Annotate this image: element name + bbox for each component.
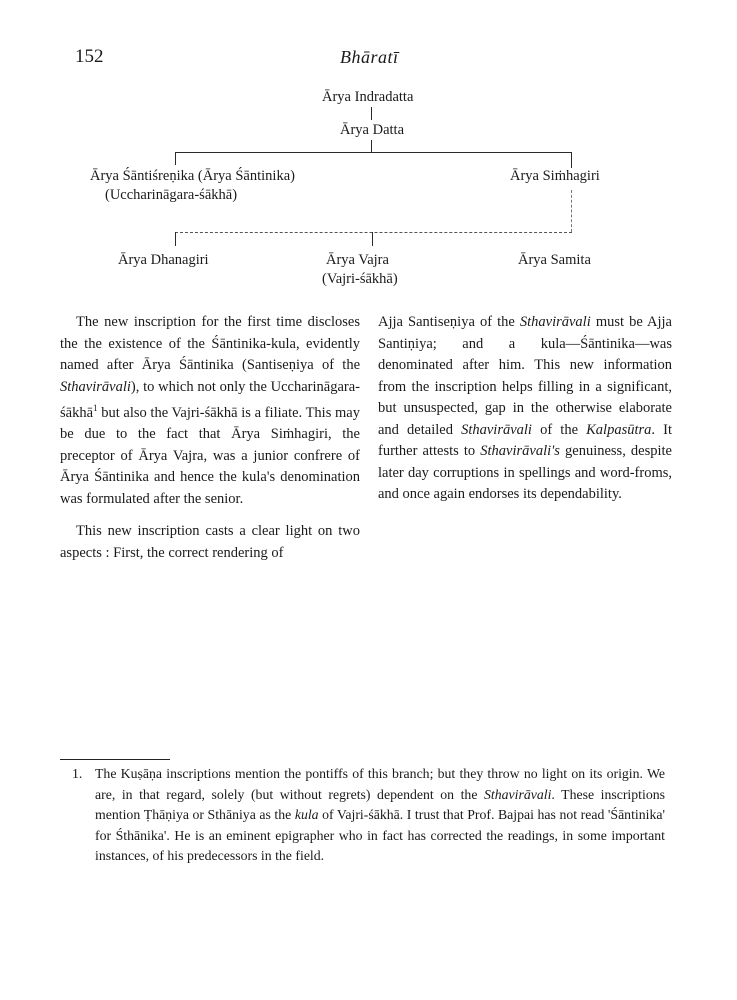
node-indradatta: Ārya Indradatta [322, 89, 414, 105]
connector-line [372, 232, 373, 246]
connector-line [371, 140, 372, 152]
connector-line [175, 232, 176, 246]
node-datta: Ārya Datta [340, 122, 405, 138]
node-dhanagiri: Ārya Dhanagiri [118, 252, 209, 268]
node-santisrenika: Ārya Śāntiśreṇika (Ārya Śāntinika) [90, 168, 295, 184]
footnote-reference[interactable]: 1 [93, 403, 98, 413]
right-column [378, 312, 672, 517]
connector-line [175, 152, 176, 165]
footnote-number: 1. [72, 766, 83, 781]
paragraph: The new inscription for the first time discloses the the existence of the Śāntinika-kula, evidently named after Ārya Śāntinika (Santiseṇiya of the Sthavirāvali), to which not only the Uccharināgara-śākhā$^1$ but also the Vajri-śākhā is a filiate. This may be due to the fact that Ārya Siṁhagiri, the preceptor of Ārya Vajra, was a junior confrere of Ārya Śāntinika and hence the kula's denomination was formulated after the senior. [60, 314, 360, 507]
paragraph: Ajja Santiseṇiya of the Sthavirāvali must be Ajja Santiṇiya; and a kula—Śāntinika—was denominated after him. This new information from the inscription helps filling in a significant, but unsuspected, gap in the otherwise elaborate and detailed Sthavirāvali of the Kalpasūtra. It further attests to Sthavirāvali's genuiness, despite later day corruptions in spellings and word-froms, and once again endorses its dependability. [378, 314, 672, 502]
branch-line [175, 232, 572, 233]
node-vajra: Ārya Vajra [326, 252, 389, 268]
node-samita: Ārya Samita [518, 252, 591, 268]
footnote-rule [60, 759, 170, 760]
node-vajri-sakha: (Vajri-śākhā) [322, 271, 398, 287]
node-uccharinagara-sakha: (Uccharināgara-śākhā) [105, 187, 238, 203]
running-title: Bhāratī [340, 47, 399, 67]
page-number: 152 [75, 46, 104, 67]
branch-line [175, 152, 572, 153]
left-column [60, 312, 360, 575]
connector-line [571, 190, 572, 232]
paragraph: This new inscription casts a clear light on two aspects : First, the correct rendering of [60, 523, 360, 561]
connector-line [371, 107, 372, 120]
footnote: 1. The Kuṣāṇa inscriptions mention the pontiffs of this branch; but they throw no light on its origin. We are, in that regard, solely (but without regrets) dependent on the Sthavirāvali. These inscriptions mention Ṭhāṇiya or Sthāniya as the kula of Vajri-śākhā. I trust that Prof. Bajpai has not read 'Śāntinika' for Śthānika'. He is an eminent epigrapher who in fact has corrected the readings, in some important instances, of his predecessors in the field. [72, 766, 665, 863]
node-simhagiri: Ārya Siṁhagiri [510, 168, 600, 184]
